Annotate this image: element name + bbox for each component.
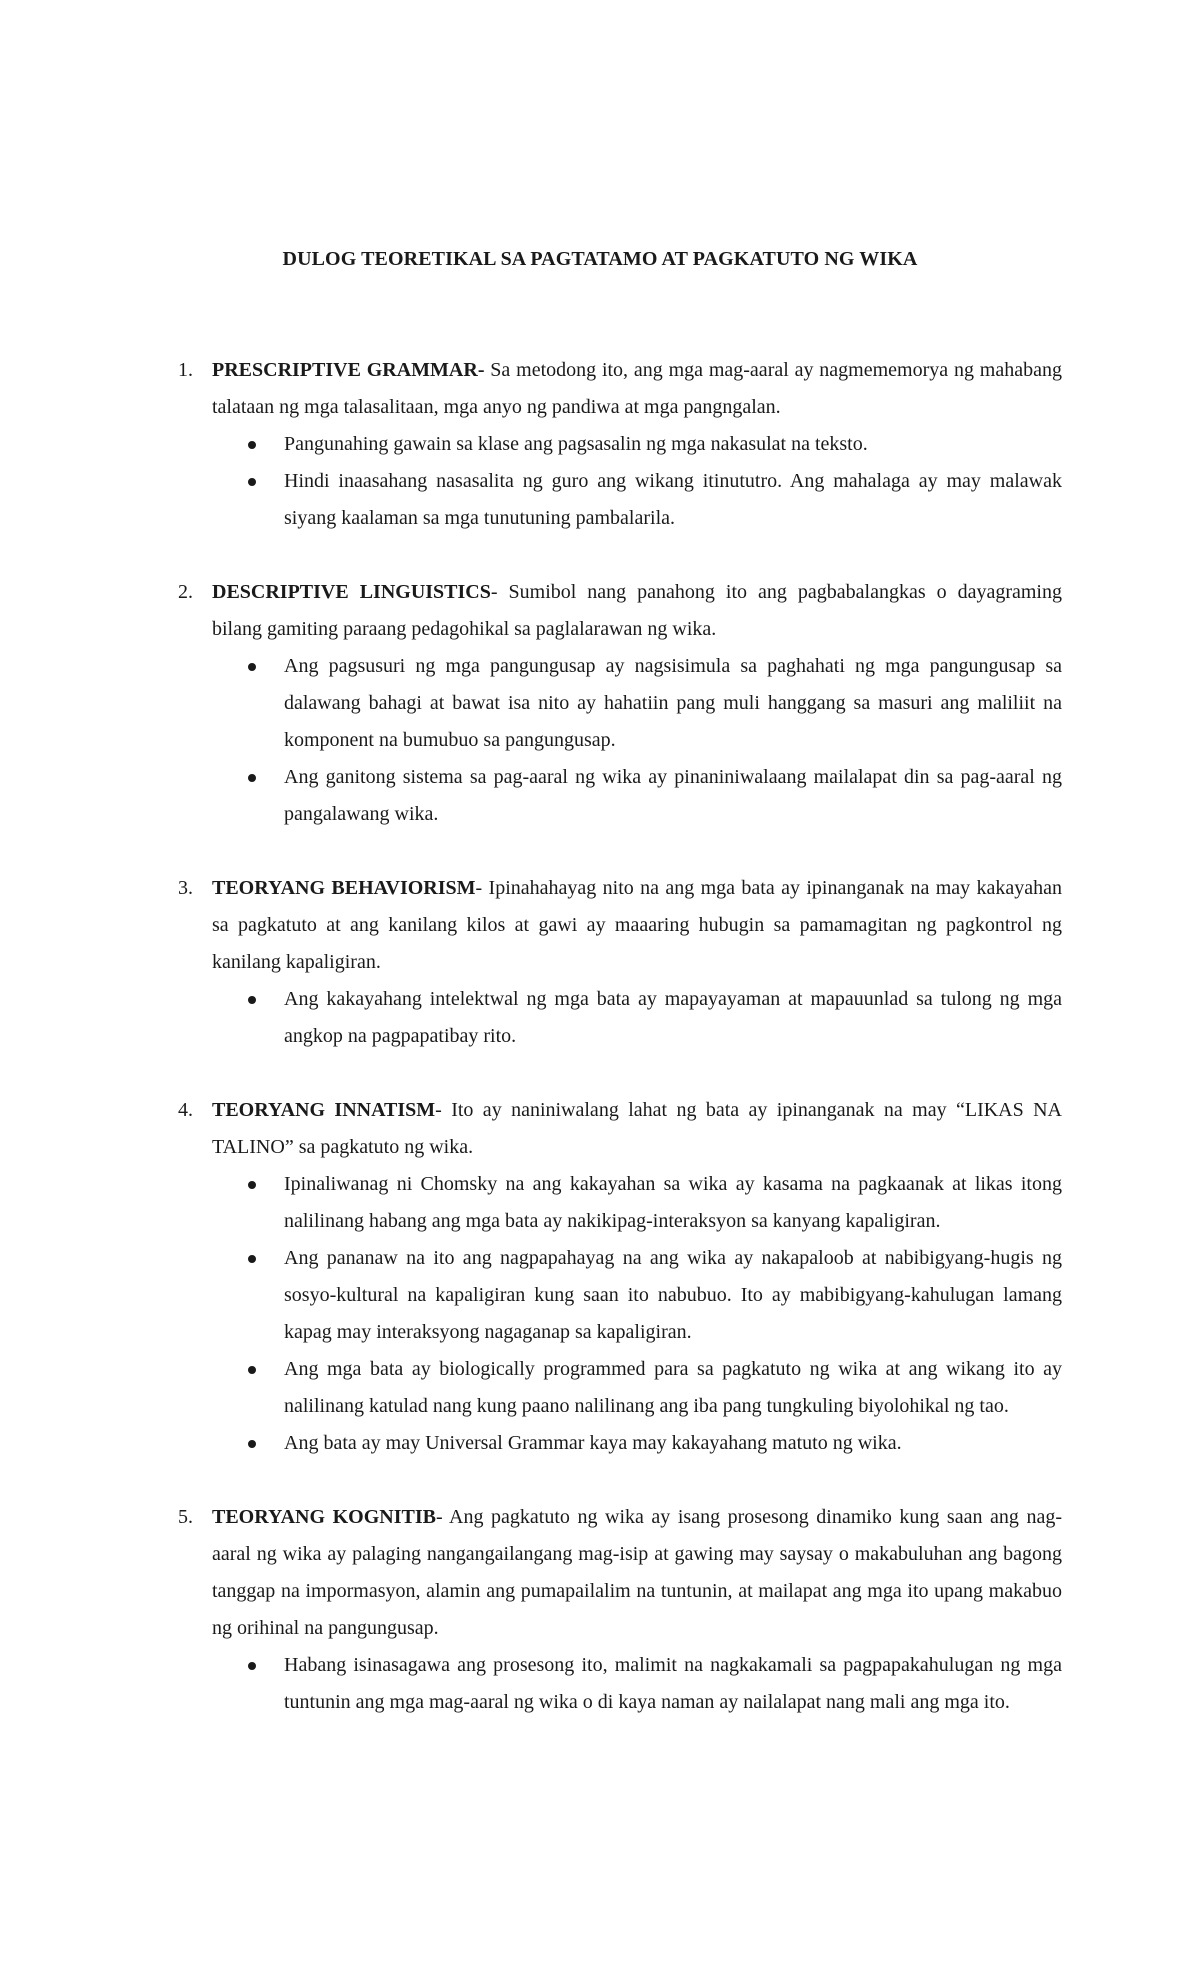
section-text: Sa metodong ito, ang mga mag-aaral ay nagmememorya ng mahabang talataan ng mga talasalitaan, mga anyo ng pandiwa at mga pangngalan. bbox=[212, 359, 1062, 418]
bullet-list bbox=[212, 1166, 1062, 1462]
document-title: DULOG TEORETIKAL SA PAGTATAMO AT PAGKATUTO NG WIKA bbox=[282, 248, 918, 270]
list-item bbox=[212, 426, 1062, 463]
bullet-text: Ang pananaw na ito ang nagpapahayag na ang wika ay nakapaloob at nabibigyang-hugis ng sosyo-kultural na kapaligiran kung saan ito nabubuo. Ito ay mabibigyang-kahulugan lamang kapag may interaksyong nagaganap sa kapaligiran. bbox=[284, 1247, 1062, 1343]
bullet-icon bbox=[248, 1181, 256, 1189]
section-prescriptive-grammar bbox=[178, 352, 1062, 537]
bullet-icon bbox=[248, 478, 256, 486]
section-behaviorism bbox=[178, 870, 1062, 1055]
theory-list bbox=[178, 352, 1062, 1758]
list-item bbox=[212, 981, 1062, 1055]
bullet-icon bbox=[248, 1662, 256, 1670]
section-descriptive-linguistics bbox=[178, 574, 1062, 833]
section-heading: TEORYANG INNATISM bbox=[212, 1099, 436, 1121]
list-item bbox=[212, 1425, 1062, 1462]
section-number: 3. bbox=[178, 877, 193, 899]
section-paragraph bbox=[212, 574, 1062, 648]
bullet-text: Habang isinasagawa ang prosesong ito, malimit na nagkakamali sa pagpapakahulugan ng mga tuntunin ang mga mag-aaral ng wika o di kaya naman ay nailalapat nang mali ang mga ito. bbox=[284, 1654, 1062, 1713]
bullet-icon bbox=[248, 663, 256, 671]
section-heading: PRESCRIPTIVE GRAMMAR- bbox=[212, 359, 485, 381]
section-heading: DESCRIPTIVE LINGUISTICS bbox=[212, 581, 491, 603]
list-item bbox=[212, 648, 1062, 759]
bullet-list bbox=[212, 426, 1062, 537]
bullet-text: Ang pagsusuri ng mga pangungusap ay nagsisimula sa paghahati ng mga pangungusap sa dalawang bahagi at bawat isa nito ay hahatiin pang muli hanggang sa masuri ang maliliit na komponent na bumubuo sa pangungusap. bbox=[284, 655, 1062, 751]
section-paragraph bbox=[212, 1499, 1062, 1647]
list-item bbox=[212, 759, 1062, 833]
bullet-list bbox=[212, 981, 1062, 1055]
list-item bbox=[212, 1166, 1062, 1240]
section-number: 1. bbox=[178, 359, 193, 381]
bullet-text: Ang bata ay may Universal Grammar kaya may kakayahang matuto ng wika. bbox=[284, 1432, 902, 1454]
section-innatism bbox=[178, 1092, 1062, 1462]
section-paragraph bbox=[212, 352, 1062, 426]
bullet-list bbox=[212, 648, 1062, 833]
section-text: - Ipinahahayag nito na ang mga bata ay ipinanganak na may kakayahan sa pagkatuto at ang kanilang kilos at gawi ay maaaring hubugin sa pamamagitan ng pagkontrol ng kanilang kapaligiran. bbox=[212, 877, 1063, 973]
bullet-icon bbox=[248, 1366, 256, 1374]
section-kognitib bbox=[178, 1499, 1062, 1721]
section-number: 4. bbox=[178, 1099, 193, 1121]
list-item bbox=[212, 1351, 1062, 1425]
section-heading: TEORYANG KOGNITIB bbox=[212, 1506, 436, 1528]
bullet-icon bbox=[248, 1440, 256, 1448]
bullet-text: Pangunahing gawain sa klase ang pagsasalin ng mga nakasulat na teksto. bbox=[284, 433, 868, 455]
bullet-list bbox=[212, 1647, 1062, 1721]
bullet-icon bbox=[248, 441, 256, 449]
section-number: 5. bbox=[178, 1506, 193, 1528]
section-text: - Ito ay naniniwalang lahat ng bata ay ipinanganak na may “LIKAS NA TALINO” sa pagkatuto ng wika. bbox=[212, 1099, 1063, 1158]
list-item bbox=[212, 1240, 1062, 1351]
section-paragraph bbox=[212, 870, 1062, 981]
section-text: - Sumibol nang panahong ito ang pagbabalangkas o dayagraming bilang gamiting paraang pedagohikal sa paglalarawan ng wika. bbox=[212, 581, 1062, 640]
bullet-text: Ang ganitong sistema sa pag-aaral ng wika ay pinaniniwalaang mailalapat din sa pag-aaral ng pangalawang wika. bbox=[284, 766, 1062, 825]
section-text: - Ang pagkatuto ng wika ay isang prosesong dinamiko kung saan ang nag-aaral ng wika ay palaging nangangailangang mag-isip at gawing may saysay o makabuluhan ang bagong tanggap na impormasyon, alamin ang pumapailalim na tuntunin, at mailapat ang mga ito upang makabuo ng orihinal na pangungusap. bbox=[212, 1506, 1062, 1639]
list-item bbox=[212, 1647, 1062, 1721]
bullet-text: Ang mga bata ay biologically programmed para sa pagkatuto ng wika at ang wikang ito ay nalilinang katulad nang kung paano nalilinang ang iba pang tungkuling biyolohikal ng tao. bbox=[284, 1358, 1062, 1417]
section-heading: TEORYANG BEHAVIORISM bbox=[212, 877, 476, 899]
bullet-icon bbox=[248, 996, 256, 1004]
section-paragraph bbox=[212, 1092, 1062, 1166]
bullet-text: Ang kakayahang intelektwal ng mga bata ay mapayayaman at mapauunlad sa tulong ng mga angkop na pagpapatibay rito. bbox=[284, 988, 1062, 1047]
bullet-text: Hindi inaasahang nasasalita ng guro ang wikang itinututro. Ang mahalaga ay may malawak siyang kaalaman sa mga tunutuning pambalarila. bbox=[284, 470, 1062, 529]
bullet-text: Ipinaliwanag ni Chomsky na ang kakayahan sa wika ay kasama na pagkaanak at likas itong nalilinang habang ang mga bata ay nakikipag-interaksyon sa kanyang kapaligiran. bbox=[284, 1173, 1062, 1232]
bullet-icon bbox=[248, 774, 256, 782]
bullet-icon bbox=[248, 1255, 256, 1263]
section-number: 2. bbox=[178, 581, 193, 603]
list-item bbox=[212, 463, 1062, 537]
